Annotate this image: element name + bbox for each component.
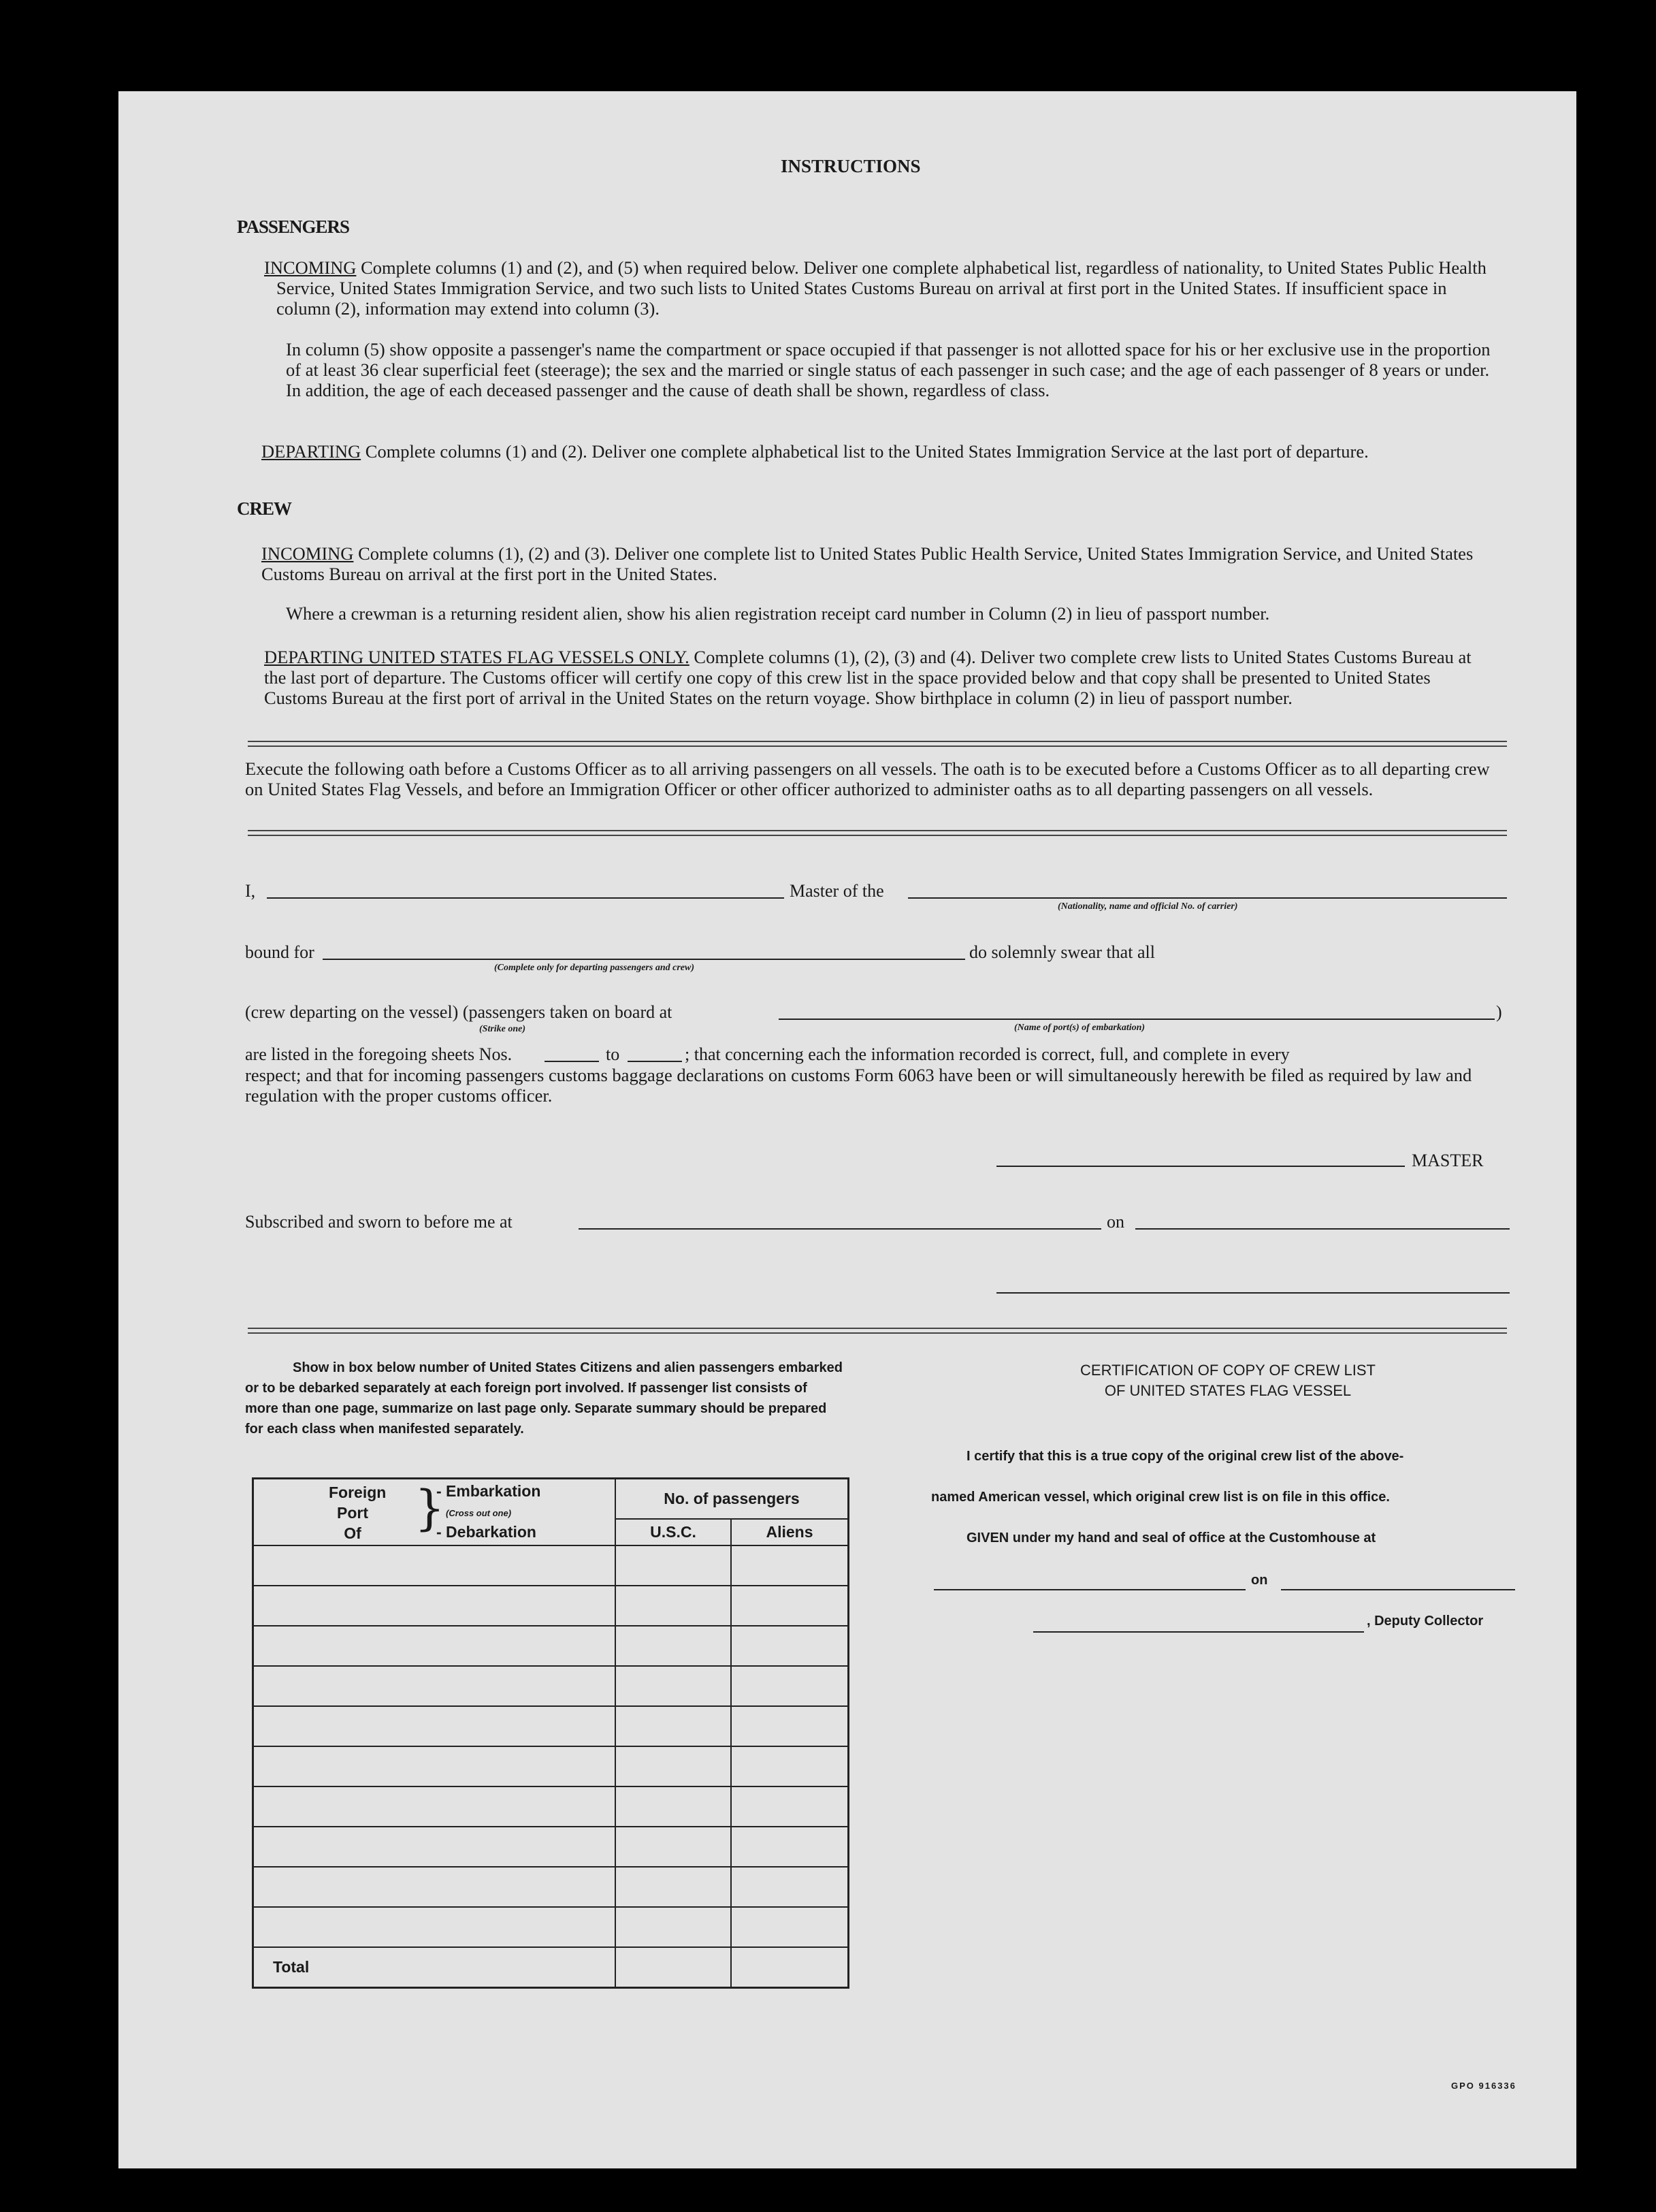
passengers-incoming-instructions [264, 257, 1495, 319]
crew-departing-label: DEPARTING UNITED STATES FLAG VESSELS ONLY. [264, 647, 689, 667]
officer-signature-line[interactable] [996, 1292, 1510, 1294]
master-of-the-label: Master of the [790, 881, 884, 901]
summary-instructions: Show in box below number of United States Citizens and alien passengers embarked or to be debarked separately at each foreign port involved. If passenger list consists of more than one page, summarize on last page only. Separate summary should be prepared for each class when manifested separately. [245, 1360, 843, 1437]
crew-incoming-label: INCOMING [261, 543, 354, 564]
nationality-caption: (Nationality, name and official No. of carrier) [1058, 901, 1238, 912]
certification-title [1037, 1360, 1418, 1401]
passengers-column5-instructions: In column (5) show opposite a passenger's name the compartment or space occupied if that passenger is not allotted space for his or her exclusive use in the proportion of at least 36 clear superficial feet (steerage); the sex and the married or single status of each passenger in such case; and the age of each passenger of 8 years or under. In addition, the age of each deceased passenger and the cause of death shall be shown, regardless of class. [286, 339, 1491, 400]
table-row [253, 1545, 849, 1586]
listed-correct-text: ; that concerning each the information recorded is correct, full, and complete in every [685, 1044, 1290, 1064]
aliens-cell[interactable] [731, 1626, 849, 1666]
crew-heading: CREW [237, 498, 292, 519]
passengers-departing-text: Complete columns (1) and (2). Deliver one complete alphabetical list to the United States Immigration Service at the last port of departure. [365, 441, 1369, 462]
port-cell[interactable] [253, 1545, 616, 1586]
given-line: GIVEN under my hand and seal of office at the Customhouse at [967, 1530, 1376, 1545]
no-of-passengers-header: No. of passengers [615, 1479, 849, 1520]
master-name-field[interactable] [267, 897, 784, 899]
subscribed-text: Subscribed and sworn to before me at [245, 1212, 513, 1232]
table-row [253, 1907, 849, 1947]
listed-to-label: to [606, 1044, 620, 1064]
total-aliens-cell[interactable] [731, 1947, 849, 1988]
port-cell[interactable] [253, 1867, 616, 1907]
master-label: MASTER [1412, 1151, 1484, 1170]
usc-cell[interactable] [615, 1586, 731, 1626]
swear-text: do solemnly swear that all [969, 942, 1155, 962]
certification-date-field[interactable] [1281, 1589, 1515, 1590]
sheet-from-field[interactable] [545, 1061, 599, 1062]
passengers-incoming-label: INCOMING [264, 257, 357, 278]
oath-intro: Execute the following oath before a Customs Officer as to all arriving passengers on all vessels. The oath is to be executed before a Customs Officer as to all departing crew on United States Flag Vessels, and before an Immigration Officer or other officer authorized to administer oaths as to all departing passengers on all vessels. [245, 758, 1490, 799]
double-rule-2 [248, 830, 1507, 836]
crew-passengers-text: (crew departing on the vessel) (passengers taken on board at [245, 1002, 672, 1022]
crew-departing-instructions [264, 647, 1482, 708]
carrier-field[interactable] [908, 897, 1507, 899]
sheet-to-field[interactable] [628, 1061, 682, 1062]
aliens-cell[interactable] [731, 1706, 849, 1746]
aliens-cell[interactable] [731, 1827, 849, 1867]
of-label: Of [344, 1524, 361, 1542]
passengers-incoming-text: Complete columns (1) and (2), and (5) when required below. Deliver one complete alphabetical list, regardless of nationality, to United States Public Health Service, United States Immigration Service, and two such lists to United States Customs Bureau on arrival at first port in the United States. If insufficient space in column (2), information may extend into column (3). [276, 257, 1487, 319]
total-row [253, 1947, 849, 1988]
table-row [253, 1706, 849, 1746]
embarkation-label: - Embarkation [436, 1482, 541, 1500]
customhouse-field[interactable] [934, 1589, 1246, 1590]
usc-cell[interactable] [615, 1666, 731, 1706]
table-row [253, 1586, 849, 1626]
aliens-cell[interactable] [731, 1786, 849, 1827]
port-cell[interactable] [253, 1786, 616, 1827]
usc-cell[interactable] [615, 1706, 731, 1746]
listed-rest-text: respect; and that for incoming passengers customs baggage declarations on customs Form 6063 have been or will simultaneously herewith be filed as required by law and regulation with the proper customs officer. [245, 1065, 1472, 1106]
bound-for-field[interactable] [323, 959, 965, 960]
usc-cell[interactable] [615, 1746, 731, 1786]
port-cell[interactable] [253, 1746, 616, 1786]
sworn-on-label: on [1107, 1212, 1124, 1232]
table-row [253, 1626, 849, 1666]
usc-cell[interactable] [615, 1545, 731, 1586]
debarkation-label: - Debarkation [436, 1523, 536, 1541]
passengers-departing-label: DEPARTING [261, 441, 361, 462]
usc-cell[interactable] [615, 1907, 731, 1947]
port-cell[interactable] [253, 1827, 616, 1867]
certify-line2: named American vessel, which original crew list is on file in this office. [931, 1490, 1390, 1505]
certify-line1: I certify that this is a true copy of the original crew list of the above- [967, 1449, 1404, 1464]
brace-icon: } [415, 1480, 445, 1536]
usc-cell[interactable] [615, 1867, 731, 1907]
oath-i-label: I, [245, 881, 256, 901]
form-page [118, 91, 1576, 2168]
passengers-departing-instructions [261, 441, 1487, 462]
aliens-header: Aliens [731, 1519, 849, 1545]
total-usc-cell[interactable] [615, 1947, 731, 1988]
strike-caption: (Strike one) [479, 1024, 526, 1034]
usc-header: U.S.C. [615, 1519, 731, 1545]
passengers-heading: PASSENGERS [237, 217, 350, 237]
aliens-cell[interactable] [731, 1545, 849, 1586]
crew-departing-text: Complete columns (1), (2), (3) and (4). Deliver two complete crew lists to United States Customs Bureau at the last port of departure. The Customs officer will certify one copy of this crew list in the space provided below and that copy shall be presented to United States Customs Bureau at the first port of arrival in the United States on the return voyage. Show birthplace in column (2) in lieu of passport number. [264, 647, 1472, 708]
aliens-cell[interactable] [731, 1586, 849, 1626]
table-row [253, 1867, 849, 1907]
crew-incoming-text: Complete columns (1), (2) and (3). Deliver one complete list to United States Public Health Service, United States Immigration Service, and United States Customs Bureau on arrival at the first port in the United States. [261, 543, 1474, 584]
aliens-cell[interactable] [731, 1666, 849, 1706]
master-signature-line[interactable] [996, 1166, 1405, 1167]
table-row [253, 1827, 849, 1867]
sworn-date-field[interactable] [1135, 1228, 1510, 1230]
port-cell[interactable] [253, 1907, 616, 1947]
port-label: Port [337, 1504, 368, 1522]
table-row [253, 1666, 849, 1706]
total-label: Total [253, 1947, 616, 1988]
usc-cell[interactable] [615, 1786, 731, 1827]
double-rule-3 [248, 1328, 1507, 1334]
gpo-code: GPO 916336 [1451, 2081, 1516, 2091]
aliens-cell[interactable] [731, 1907, 849, 1947]
deputy-collector-label: , Deputy Collector [1367, 1614, 1484, 1629]
passenger-summary-table [252, 1477, 849, 1989]
port-cell[interactable] [253, 1666, 616, 1706]
foreign-port-header [253, 1479, 616, 1546]
listed-sheets-label: are listed in the foregoing sheets Nos. [245, 1044, 513, 1064]
crew-resident-alien-note: Where a crewman is a returning resident alien, show his alien registration receipt card number in Column (2) in lieu of passport number. [286, 603, 1270, 624]
certification-title-line2: OF UNITED STATES FLAG VESSEL [1104, 1382, 1352, 1399]
certification-on-label: on [1251, 1573, 1268, 1588]
port-cell[interactable] [253, 1706, 616, 1746]
port-embarkation-field[interactable] [779, 1019, 1495, 1020]
instructions-heading: INSTRUCTIONS [781, 156, 921, 176]
certification-title-line1: CERTIFICATION OF COPY OF CREW LIST [1080, 1362, 1376, 1379]
double-rule-1 [248, 741, 1507, 747]
table-row [253, 1746, 849, 1786]
bound-for-label: bound for [245, 942, 314, 962]
foreign-label: Foreign [329, 1484, 387, 1501]
port-caption: (Name of port(s) of embarkation) [1014, 1023, 1146, 1033]
close-paren: ) [1496, 1002, 1502, 1022]
usc-cell[interactable] [615, 1626, 731, 1666]
table-row [253, 1786, 849, 1827]
port-cell[interactable] [253, 1626, 616, 1666]
aliens-cell[interactable] [731, 1746, 849, 1786]
port-cell[interactable] [253, 1586, 616, 1626]
aliens-cell[interactable] [731, 1867, 849, 1907]
bound-caption: (Complete only for departing passengers and crew) [494, 963, 694, 973]
sworn-place-field[interactable] [579, 1228, 1101, 1230]
deputy-collector-signature-line[interactable] [1033, 1631, 1364, 1633]
usc-cell[interactable] [615, 1827, 731, 1867]
cross-out-label: (Cross out one) [446, 1508, 512, 1518]
crew-incoming-instructions [261, 543, 1487, 584]
